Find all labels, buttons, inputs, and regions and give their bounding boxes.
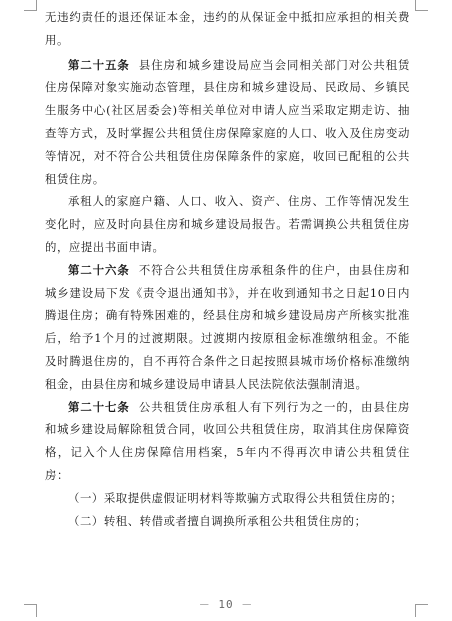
article-27-item-1: （一）采取提供虚假证明材料等欺骗方式取得公共租赁住房的； [68,490,403,505]
document-body [45,6,410,532]
article-27-body: 公共租赁住房承租人有下列行为之一的，由县住房和城乡建设局解除租赁合同，收回公共租赁住房，取消其住房保障资格，记入个人住房保障信用档案，5年内不得再次申请公共租赁住房： [45,399,410,482]
article-26 [45,259,410,396]
crop-mark-top-left [24,0,37,11]
continued-paragraph: 无违约责任的退还保证本金，违约的从保证金中抵扣应承担的相关费用。 [45,10,410,47]
article-27 [45,396,410,487]
article-27-title: 第二十七条 [68,399,130,414]
article-25-body: 县住房和城乡建设局应当会同相关部门对公共租赁住房保障对象实施动态管理，县住房和城乡建设局、民政局、乡镇民生服务中心(社区居委会)等相关单位对申请人应当采取定期走访、抽查等方式，及时掌握公共租赁住房保障家庭的人口、收入及住房变动等情况，对不符合公共租赁住房保障条件的家庭，收回已配租的公共租赁住房。 [45,57,410,186]
page-number: － 10 － [198,598,254,611]
article-25-paragraph-2: 承租人的家庭户籍、人口、收入、资产、住房、工作等情况发生变化时，应及时向县住房和城乡建设局报告。若需调换公共租赁住房的，应提出书面申请。 [45,194,410,254]
article-26-body: 不符合公共租赁住房承租条件的住户，由县住房和城乡建设局下发《责令退出通知书》，并在收到通知书之日起10日内腾退住房；确有特殊困难的，经县住房和城乡建设局房产所核实批准后，给予1个月的过渡期限。过渡期内按原租金标准缴纳租金。不能及时腾退住房的，自不再符合条件之日起按照县城市场价格标准缴纳租金，由县住房和城乡建设局申请县人民法院依法强制清退。 [45,262,410,391]
article-26-title: 第二十六条 [68,262,130,277]
article-25 [45,54,410,191]
article-27-item-2: （二）转租、转借或者擅自调换所承租公共租赁住房的； [68,513,367,528]
article-25-title: 第二十五条 [68,57,130,72]
crop-mark-top-right [415,0,428,11]
